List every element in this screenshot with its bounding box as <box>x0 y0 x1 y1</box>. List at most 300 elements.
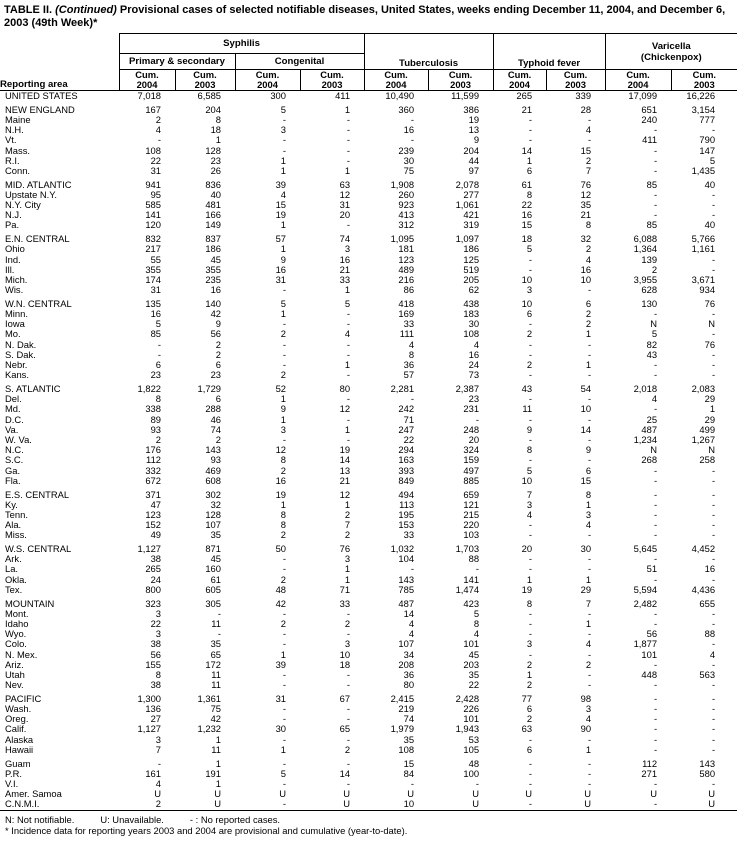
value-cell: 216 <box>398 273 415 285</box>
value-cell: - <box>653 553 658 565</box>
year-label: 2003 <box>194 79 216 90</box>
value-cell: 16 <box>403 124 415 136</box>
value-cell: 305 <box>205 597 221 609</box>
value-cell: 469 <box>205 464 221 476</box>
value-cell: 89 <box>150 413 161 425</box>
value-cell: U <box>214 788 221 800</box>
value-cell: 1,095 <box>390 233 415 245</box>
value-cell: 19 <box>468 113 480 125</box>
value-cell: U <box>584 788 592 800</box>
footnote-no-reported-cases: - : No reported cases. <box>189 813 281 825</box>
value-cell: 35 <box>403 733 415 745</box>
value-cell: 32 <box>580 233 592 245</box>
value-cell: 30 <box>275 723 286 735</box>
value-cell: - <box>528 648 533 660</box>
value-cell: - <box>346 369 351 381</box>
value-cell: 651 <box>641 103 658 115</box>
value-cell: - <box>157 757 161 769</box>
value-cell: 1,364 <box>633 243 658 255</box>
value-cell: U <box>708 788 716 800</box>
value-cell: 1 <box>585 359 592 371</box>
value-cell: 4 <box>280 188 286 200</box>
value-cell: 371 <box>145 488 161 500</box>
value-cell: 163 <box>398 454 415 466</box>
value-cell: - <box>282 338 286 350</box>
table-row <box>0 599 737 609</box>
value-cell: 97 <box>468 164 480 176</box>
value-cell: 45 <box>468 648 480 660</box>
value-cell: - <box>653 508 658 520</box>
value-cell: 1 <box>280 393 286 405</box>
value-cell: - <box>410 393 415 405</box>
column-header-cum-2003 <box>428 70 493 91</box>
value-cell: - <box>711 713 716 725</box>
value-cell: 128 <box>205 144 221 156</box>
value-cell: - <box>346 144 351 156</box>
value-cell: 76 <box>339 543 351 555</box>
value-cell: U <box>525 788 533 800</box>
value-cell: 44 <box>468 154 480 166</box>
value-cell: U <box>708 798 716 810</box>
value-cell: 2 <box>526 658 533 670</box>
value-cell: 57 <box>275 233 286 245</box>
table-row <box>0 714 737 724</box>
value-cell: 112 <box>146 454 161 466</box>
value-cell: 2 <box>280 617 286 629</box>
value-cell: - <box>711 703 716 715</box>
value-cell: - <box>587 607 592 619</box>
reporting-area-cell: W. Va. <box>5 434 32 445</box>
value-cell: - <box>653 308 658 320</box>
value-cell: 489 <box>398 263 415 275</box>
value-cell: 4 <box>473 338 480 350</box>
value-cell: - <box>528 263 533 275</box>
value-cell: 300 <box>270 90 286 101</box>
value-cell: - <box>711 474 716 486</box>
value-cell: - <box>282 757 286 769</box>
value-cell: 2 <box>526 679 533 691</box>
value-cell: - <box>346 757 351 769</box>
value-cell: 1,127 <box>137 723 161 735</box>
value-cell: 1,127 <box>137 543 161 555</box>
table-row <box>0 476 737 486</box>
value-cell: 38 <box>150 679 161 691</box>
table-row <box>0 394 737 404</box>
value-cell: 248 <box>463 423 480 435</box>
value-cell: - <box>711 743 716 755</box>
value-cell: 5 <box>280 297 286 309</box>
reporting-area-header: Reporting area <box>0 70 119 91</box>
value-cell: 108 <box>463 328 480 340</box>
value-cell: 9 <box>280 253 286 265</box>
value-cell: 35 <box>580 199 592 211</box>
value-cell: 3 <box>280 423 286 435</box>
value-cell: 6 <box>585 297 592 309</box>
value-cell: - <box>528 369 533 381</box>
cum-label: Cum. <box>384 69 408 80</box>
value-cell: 1 <box>585 743 592 755</box>
value-cell: 12 <box>580 188 592 200</box>
value-cell: 332 <box>145 464 161 476</box>
value-cell: 8 <box>585 219 592 231</box>
value-cell: 785 <box>398 583 415 595</box>
value-cell: - <box>475 563 480 575</box>
chickenpox-label: (Chickenpox) <box>640 51 702 63</box>
reporting-area-cell: Minn. <box>5 308 28 320</box>
value-cell: - <box>346 318 351 330</box>
reporting-area-cell: Mo. <box>5 328 21 340</box>
value-cell: 941 <box>145 178 161 190</box>
value-cell: 1 <box>280 743 286 755</box>
value-cell: 15 <box>403 757 415 769</box>
value-cell: - <box>711 529 716 541</box>
value-cell: 22 <box>468 679 480 691</box>
value-cell: 302 <box>205 488 221 500</box>
value-cell: 247 <box>398 423 415 435</box>
header-group-tuberculosis: Tuberculosis <box>364 34 493 70</box>
value-cell: - <box>653 692 658 704</box>
table-row <box>0 554 737 564</box>
value-cell: 135 <box>145 297 161 309</box>
value-cell: 2,415 <box>390 692 415 704</box>
value-cell: 208 <box>398 658 415 670</box>
value-cell: 14 <box>580 423 592 435</box>
value-cell: - <box>282 318 286 330</box>
value-cell: 2 <box>215 348 221 360</box>
value-cell: - <box>528 338 533 350</box>
value-cell: - <box>711 692 716 704</box>
value-cell: 2,078 <box>455 178 480 190</box>
value-cell: 8 <box>408 348 415 360</box>
value-cell: 33 <box>339 597 351 609</box>
value-cell: 130 <box>641 297 658 309</box>
value-cell: 1,943 <box>455 723 480 735</box>
value-cell: 16 <box>275 474 286 486</box>
value-cell: 2 <box>585 154 592 166</box>
value-cell: 5 <box>473 607 480 619</box>
value-cell: - <box>653 617 658 629</box>
value-cell: 2 <box>215 338 221 350</box>
value-cell: 3 <box>344 638 351 650</box>
value-cell: 4 <box>473 628 480 640</box>
value-cell: 268 <box>641 454 658 466</box>
value-cell: 6 <box>526 703 533 715</box>
value-cell: 2 <box>280 573 286 585</box>
value-cell: 23 <box>468 393 480 405</box>
value-cell: 23 <box>210 154 221 166</box>
value-cell: 836 <box>205 178 221 190</box>
value-cell: 271 <box>641 767 658 779</box>
reporting-area-cell: C.N.M.I. <box>5 798 40 810</box>
table-row <box>0 609 737 619</box>
column-header-cum-2004 <box>364 70 428 91</box>
value-cell: 3 <box>585 508 592 520</box>
value-cell: 235 <box>205 273 221 285</box>
value-cell: 52 <box>275 382 286 394</box>
value-cell: - <box>653 529 658 541</box>
table-row <box>0 724 737 734</box>
reporting-area-cell: Mass. <box>5 144 31 156</box>
reporting-area-cell: Maine <box>5 113 31 125</box>
value-cell: 605 <box>205 583 221 595</box>
value-cell: - <box>653 403 658 415</box>
table-row <box>0 435 737 445</box>
reporting-area-cell: W.S. CENTRAL <box>5 543 72 555</box>
table-row <box>0 564 737 574</box>
value-cell: 76 <box>580 178 592 190</box>
value-cell: 125 <box>463 253 480 265</box>
value-cell: - <box>410 134 415 146</box>
value-cell: 186 <box>463 243 480 255</box>
value-cell: 22 <box>150 154 161 166</box>
value-cell: 48 <box>468 757 480 769</box>
value-cell: - <box>410 113 415 125</box>
value-cell: 6 <box>215 359 221 371</box>
value-cell: 75 <box>210 703 221 715</box>
value-cell: N <box>650 318 658 330</box>
value-cell: 86 <box>403 284 415 296</box>
header-group-typhoid-fever: Typhoid fever <box>493 34 605 70</box>
value-cell: 5 <box>709 154 716 166</box>
value-cell: 53 <box>468 733 480 745</box>
value-cell: - <box>587 284 592 296</box>
value-cell: 105 <box>463 743 480 755</box>
table-row <box>0 694 737 704</box>
value-cell: U <box>279 788 286 800</box>
value-cell: 85 <box>646 219 658 231</box>
value-cell: 40 <box>704 219 716 231</box>
value-cell: 20 <box>339 209 351 221</box>
value-cell: - <box>528 134 533 146</box>
value-cell: U <box>650 788 658 800</box>
value-cell: 172 <box>205 658 221 670</box>
value-cell: - <box>282 563 286 575</box>
reporting-area-cell: Upstate N.Y. <box>5 188 57 200</box>
value-cell: - <box>528 767 533 779</box>
value-cell: - <box>711 464 716 476</box>
value-cell: 2,018 <box>633 382 658 394</box>
value-cell: - <box>528 628 533 640</box>
value-cell: - <box>653 679 658 691</box>
table-row <box>0 319 737 329</box>
value-cell: 100 <box>463 767 480 779</box>
value-cell: 1 <box>280 308 286 320</box>
value-cell: 16,226 <box>686 90 716 101</box>
value-cell: 141 <box>463 573 480 585</box>
value-cell: - <box>346 308 351 320</box>
value-cell: - <box>653 488 658 500</box>
value-cell: - <box>711 263 716 275</box>
value-cell: 580 <box>699 767 716 779</box>
value-cell: 411 <box>642 134 658 146</box>
value-cell: - <box>711 359 716 371</box>
value-cell: 1 <box>344 498 351 510</box>
value-cell: - <box>653 607 658 619</box>
value-cell: - <box>711 733 716 745</box>
table-row <box>0 156 737 166</box>
value-cell: 140 <box>205 297 221 309</box>
value-cell: - <box>282 638 286 650</box>
value-cell: 10 <box>403 798 415 810</box>
column-header-cum-2003 <box>546 70 605 91</box>
value-cell: 1 <box>526 154 533 166</box>
table-row <box>0 244 737 254</box>
value-cell: 50 <box>275 543 286 555</box>
value-cell: 43 <box>521 382 533 394</box>
value-cell: 14 <box>339 767 351 779</box>
value-cell: 14 <box>521 144 533 156</box>
value-cell: - <box>653 464 658 476</box>
value-cell: 80 <box>339 382 351 394</box>
value-cell: 288 <box>205 403 221 415</box>
value-cell: - <box>528 454 533 466</box>
table-row <box>0 680 737 690</box>
value-cell: 7 <box>585 164 592 176</box>
value-cell: 85 <box>150 328 161 340</box>
table-row <box>0 275 737 285</box>
value-cell: 101 <box>463 638 480 650</box>
table-row <box>0 425 737 435</box>
value-cell: 487 <box>641 423 658 435</box>
value-cell: 35 <box>468 668 480 680</box>
value-cell: 143 <box>205 444 221 456</box>
value-cell: 2 <box>585 658 592 670</box>
value-cell: - <box>282 144 286 156</box>
value-cell: 423 <box>463 597 480 609</box>
reporting-area-cell: E.S. CENTRAL <box>5 488 70 500</box>
reporting-area-cell: N.J. <box>5 209 22 221</box>
value-cell: 2,281 <box>390 382 415 394</box>
value-cell: - <box>711 124 716 136</box>
table-row <box>0 510 737 520</box>
table-row <box>0 745 737 755</box>
value-cell: 519 <box>463 263 480 275</box>
value-cell: 88 <box>704 628 716 640</box>
value-cell: 355 <box>205 263 221 275</box>
value-cell: 3 <box>344 553 351 565</box>
value-cell: - <box>587 767 592 779</box>
table-row <box>0 125 737 135</box>
value-cell: 20 <box>468 434 480 445</box>
value-cell: 143 <box>699 757 716 769</box>
reporting-area-cell: S.C. <box>5 454 24 466</box>
value-cell: 40 <box>210 188 221 200</box>
table-row <box>0 530 737 540</box>
value-cell: - <box>653 164 658 176</box>
value-cell: 1 <box>280 154 286 166</box>
value-cell: - <box>282 668 286 680</box>
value-cell: 1,435 <box>691 164 716 176</box>
value-cell: 14 <box>339 454 351 466</box>
footnote-not-notifiable: N: Not notifiable. <box>5 813 75 825</box>
value-cell: 6 <box>526 743 533 755</box>
table-row <box>0 619 737 629</box>
value-cell: 73 <box>468 369 480 381</box>
value-cell: 2 <box>651 263 658 275</box>
value-cell: 6 <box>526 164 533 176</box>
value-cell: 30 <box>580 543 592 555</box>
value-cell: 71 <box>403 413 415 425</box>
table-row <box>0 789 737 799</box>
value-cell: - <box>157 134 161 146</box>
value-cell: - <box>282 359 286 371</box>
value-cell: 27 <box>150 713 161 725</box>
column-header-cum-2003 <box>175 70 235 91</box>
value-cell: - <box>587 393 592 405</box>
value-cell: 2 <box>280 464 286 476</box>
value-cell: 8 <box>585 488 592 500</box>
table-row <box>0 180 737 190</box>
value-cell: - <box>653 743 658 755</box>
value-cell: 258 <box>699 454 716 466</box>
value-cell: 1 <box>344 359 351 371</box>
cum-label: Cum. <box>135 69 159 80</box>
value-cell: 438 <box>463 297 480 309</box>
value-cell: - <box>653 573 658 585</box>
value-cell: 265 <box>516 90 533 101</box>
value-cell: - <box>711 348 716 360</box>
value-cell: 777 <box>699 113 716 125</box>
value-cell: 19 <box>521 583 533 595</box>
value-cell: 2,083 <box>691 382 716 394</box>
value-cell: 93 <box>210 454 221 466</box>
value-cell: - <box>282 134 286 146</box>
table-row <box>0 350 737 360</box>
value-cell: - <box>528 124 533 136</box>
value-cell: 191 <box>205 767 221 779</box>
header-group-syphilis: Syphilis <box>119 34 364 54</box>
value-cell: 5 <box>526 243 533 255</box>
reporting-area-cell: Mich. <box>5 273 28 285</box>
value-cell: 42 <box>275 597 286 609</box>
value-cell: 12 <box>339 488 351 500</box>
title-continued: (Continued) <box>55 4 117 16</box>
value-cell: 3 <box>585 703 592 715</box>
value-cell: 49 <box>150 529 161 541</box>
value-cell: 219 <box>398 703 415 715</box>
value-cell: U <box>472 798 480 810</box>
value-cell: 15 <box>580 144 592 156</box>
value-cell: 74 <box>403 713 415 725</box>
value-cell: 8 <box>280 454 286 466</box>
value-cell: 11 <box>211 668 221 680</box>
value-cell: - <box>282 607 286 619</box>
value-cell: - <box>711 607 716 619</box>
value-cell: 5 <box>280 767 286 779</box>
value-cell: 95 <box>150 188 161 200</box>
value-cell: 338 <box>145 403 161 415</box>
value-cell: 24 <box>150 573 161 585</box>
value-cell: 74 <box>339 233 351 245</box>
value-cell: 12 <box>275 444 286 456</box>
table-header <box>0 34 737 91</box>
table-row <box>0 255 737 265</box>
value-cell: 13 <box>339 464 351 476</box>
value-cell: - <box>282 284 286 296</box>
year-label: 2003 <box>565 79 586 90</box>
header-subgroup-primary-secondary: Primary & secondary <box>119 54 235 70</box>
value-cell: 6,585 <box>197 90 221 101</box>
value-cell: - <box>711 308 716 320</box>
value-cell: 3 <box>155 733 161 745</box>
table-row <box>0 200 737 210</box>
reporting-area-cell: Calif. <box>5 723 27 735</box>
value-cell: 1,979 <box>390 723 415 735</box>
table-row <box>0 735 737 745</box>
table-row <box>0 370 737 380</box>
value-cell: - <box>346 628 351 640</box>
value-cell: 120 <box>145 219 161 231</box>
